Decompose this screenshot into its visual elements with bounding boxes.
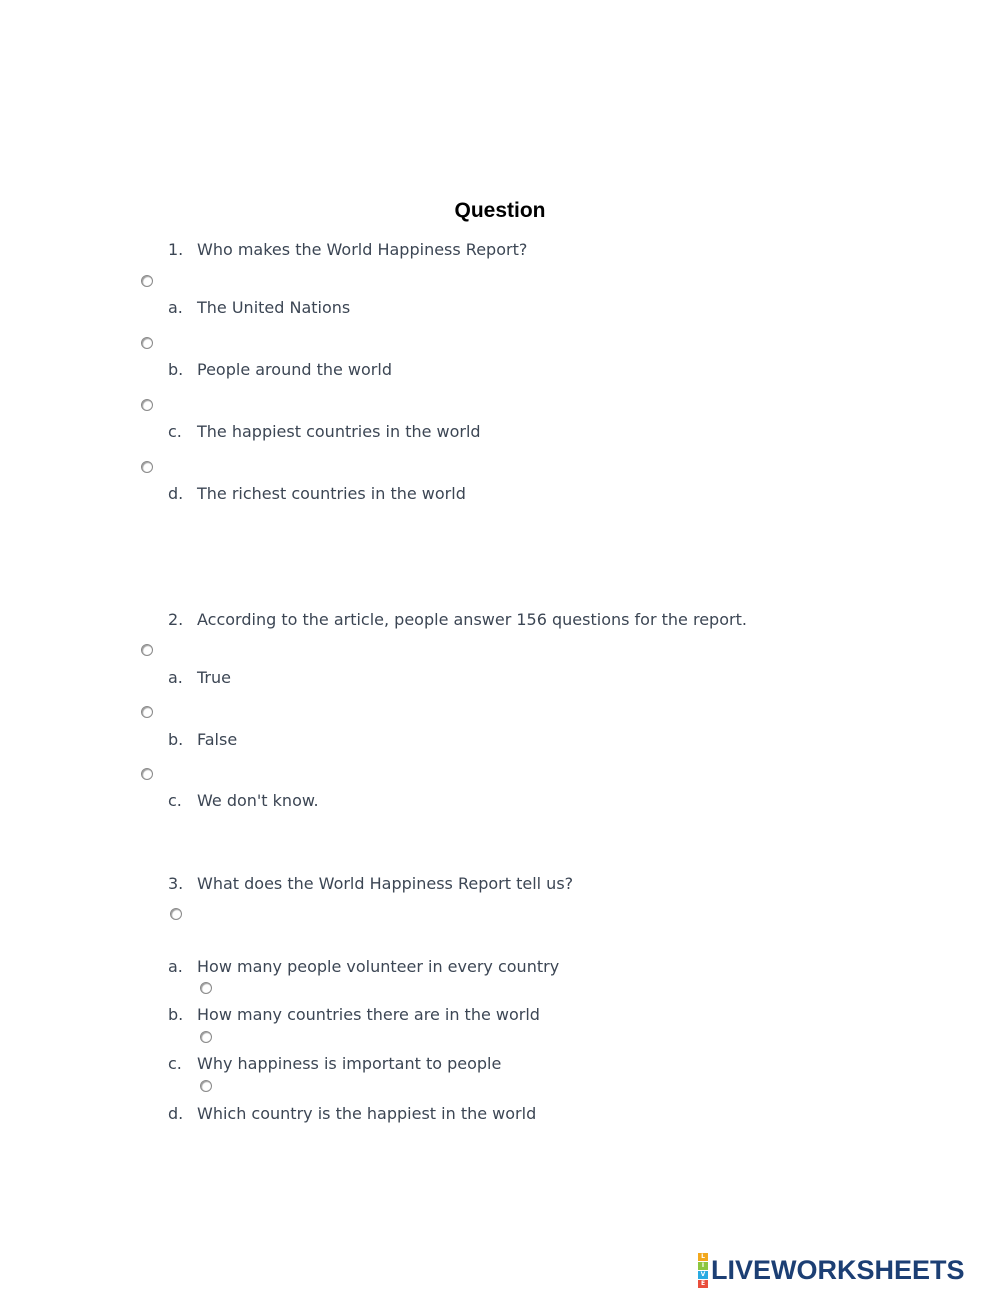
page-title: Question — [454, 199, 546, 222]
option-text: The richest countries in the world — [197, 484, 466, 503]
question-text: According to the article, people answer 156 questions for the report. — [197, 610, 747, 629]
option-text: Why happiness is important to people — [197, 1054, 502, 1073]
option-q1-c — [168, 422, 481, 442]
radio-q2-c[interactable] — [141, 768, 153, 780]
option-q1-a — [168, 298, 350, 318]
option-letter: a. — [168, 298, 183, 317]
radio-q3-a[interactable] — [170, 908, 182, 920]
option-q2-a — [168, 668, 231, 688]
radio-q1-a[interactable] — [141, 275, 153, 287]
option-letter: c. — [168, 422, 182, 441]
option-letter: a. — [168, 668, 183, 687]
option-q1-b — [168, 360, 392, 380]
option-letter: b. — [168, 1005, 184, 1024]
question-number: 1. — [168, 240, 184, 259]
question-2 — [168, 610, 747, 630]
radio-q1-b[interactable] — [141, 337, 153, 349]
option-q3-d — [168, 1104, 536, 1124]
option-q1-d — [168, 484, 466, 504]
option-text: We don't know. — [197, 791, 319, 810]
option-letter: d. — [168, 1104, 184, 1123]
question-1 — [168, 240, 527, 260]
logo-block: L — [698, 1253, 708, 1261]
question-number: 2. — [168, 610, 184, 629]
option-text: Which country is the happiest in the world — [197, 1104, 537, 1123]
option-text: How many countries there are in the world — [197, 1005, 540, 1024]
option-letter: c. — [168, 1054, 182, 1073]
option-q2-c — [168, 791, 319, 811]
option-letter: b. — [168, 730, 184, 749]
logo-block: E — [698, 1280, 708, 1288]
option-text: True — [197, 668, 231, 687]
logo-block: I — [698, 1262, 708, 1270]
radio-q3-c[interactable] — [200, 1031, 212, 1043]
option-letter: b. — [168, 360, 184, 379]
option-text: The happiest countries in the world — [197, 422, 481, 441]
radio-q1-d[interactable] — [141, 461, 153, 473]
liveworksheets-logo — [698, 1252, 965, 1287]
radio-q1-c[interactable] — [141, 399, 153, 411]
option-letter: c. — [168, 791, 182, 810]
logo-blocks-icon — [698, 1253, 708, 1288]
option-q3-b — [168, 1005, 540, 1025]
radio-q3-b[interactable] — [200, 982, 212, 994]
option-text: False — [197, 730, 238, 749]
logo-wordmark: LIVEWORKSHEETS — [711, 1254, 965, 1285]
option-text: People around the world — [197, 360, 392, 379]
radio-q2-b[interactable] — [141, 706, 153, 718]
question-3 — [168, 874, 573, 894]
option-q2-b — [168, 730, 237, 750]
option-q3-a — [168, 957, 559, 977]
option-q3-c — [168, 1054, 501, 1074]
option-letter: a. — [168, 957, 183, 976]
radio-q2-a[interactable] — [141, 644, 153, 656]
radio-q3-d[interactable] — [200, 1080, 212, 1092]
option-text: The United Nations — [197, 298, 351, 317]
question-text: What does the World Happiness Report tell us? — [197, 874, 574, 893]
question-number: 3. — [168, 874, 184, 893]
logo-block: V — [698, 1271, 708, 1279]
option-letter: d. — [168, 484, 184, 503]
option-text: How many people volunteer in every country — [197, 957, 560, 976]
question-text: Who makes the World Happiness Report? — [197, 240, 528, 259]
